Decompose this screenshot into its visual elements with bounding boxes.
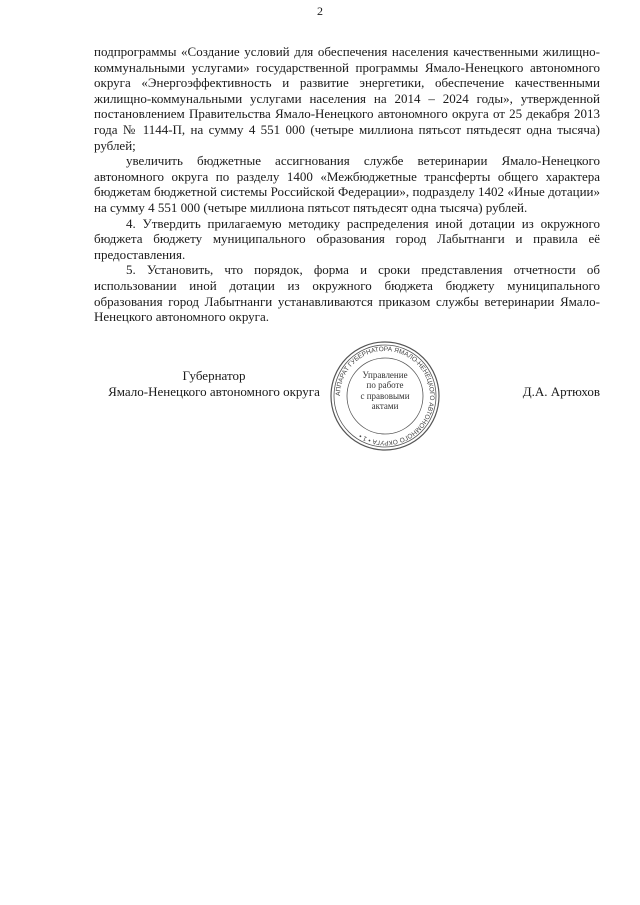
paragraph-item-4: 4. Утвердить прилагаемую методику распределения иной дотации из окружного бюджета бюджету муниципального образования город Лабытнанги и правила её предоставления. [94, 215, 600, 262]
page-number: 2 [317, 4, 323, 18]
paragraph-item-5: 5. Установить, что порядок, форма и сроки представления отчетности об использовании иной дотации из окружного бюджета бюджету муниципального образования город Лабытнанги устанавливаются приказом службы ветеринарии Ямало-Ненецкого автономного округа. [94, 262, 600, 325]
official-seal [329, 340, 441, 452]
signatory-title: Губернатор [182, 368, 246, 383]
seal-line-1: Управление [362, 370, 408, 380]
seal-line-4: актами [371, 401, 399, 412]
paragraph-increase-allocation: увеличить бюджетные ассигнования службе ветеринарии Ямало-Ненецкого автономного округа по разделу 1400 «Межбюджетные трансферты общего характера бюджетам бюджетной системы Российской Федерации», подразделу 1402 «Иные дотации» на сумму 4 551 000 (четыре миллиона пятьсот пятьдесят одна тысяча) рублей. [94, 153, 600, 215]
seal-center-text [357, 370, 413, 412]
signatory-region: Ямало-Ненецкого автономного округа [108, 383, 320, 399]
seal-line-3: с правовыми [360, 390, 410, 401]
seal-line-2: по работе [366, 380, 404, 391]
signature-block [0, 368, 640, 408]
seal-ring-text: АППАРАТ ГУБЕРНАТОРА ЯМАЛО-НЕНЕЦКОГО АВТОНОМНОГО ОКРУГА • 1 • [334, 345, 436, 447]
signatory-position [94, 368, 334, 399]
signatory-name: Д.А. Артюхов [522, 384, 600, 399]
document-body [94, 44, 600, 325]
paragraph-continuation: подпрограммы «Создание условий для обеспечения населения качественными жилищно-коммунальными услугами» государственной программы Ямало-Ненецкого автономного округа «Энергоэффективность и развитие энергетики, обеспечение качественными жилищно-коммунальными услугами населения на 2014 – 2024 годы», утвержденной постановлением Правительства Ямало-Ненецкого автономного округа от 25 декабря 2013 года № 1144-П, на сумму 4 551 000 (четыре миллиона пятьсот пятьдесят одна тысяча) рублей; [94, 44, 600, 153]
